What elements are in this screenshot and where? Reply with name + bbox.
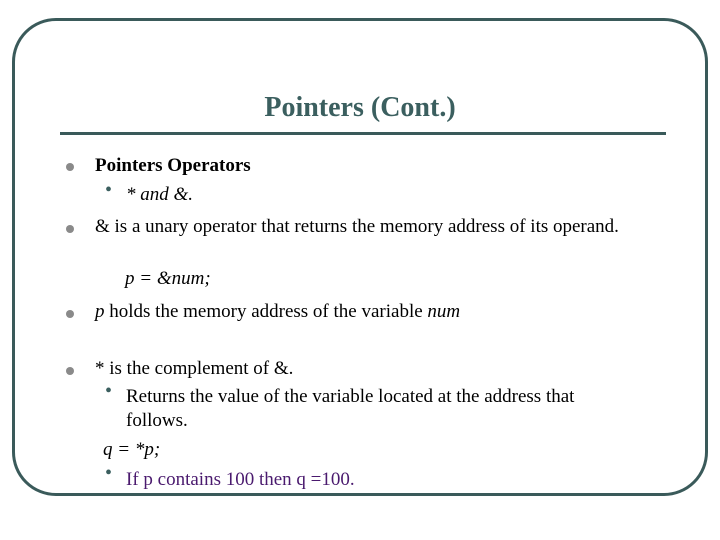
bullet-ampersand-desc: & is a unary operator that returns the memory address of its operand. [95, 216, 619, 237]
var-p: p [95, 301, 105, 322]
code-p-equals-num: p = &num; [125, 268, 211, 289]
bullet-complement: * is the complement of &. [95, 358, 294, 379]
title-rule [60, 132, 666, 135]
star-and-text: * and &. [126, 184, 194, 205]
sub-bullet-dot: • [105, 179, 113, 201]
sub-bullet-star-and [126, 184, 193, 206]
sub-bullet-returns-value: Returns the value of the variable located at the address that [126, 386, 575, 407]
p-holds-text: holds the memory address of the variable [104, 301, 428, 322]
bullet-pointer-operators: Pointers Operators [95, 155, 251, 176]
var-num: num [427, 301, 461, 322]
bullet-dot [66, 163, 74, 171]
code-q-equals-p: q = *p; [103, 439, 161, 460]
sub-bullet-returns-value-cont: follows. [126, 410, 188, 431]
slide-title: Pointers (Cont.) [264, 92, 456, 123]
sub-bullet-dot: • [105, 380, 113, 402]
bullet-dot [66, 367, 74, 375]
slide-frame [12, 18, 708, 496]
bullet-p-holds [95, 301, 460, 323]
bullet-dot [66, 225, 74, 233]
bullet-dot [66, 310, 74, 318]
sub-bullet-dot: • [105, 462, 113, 484]
sub-bullet-if-p-contains: If p contains 100 then q =100. [126, 469, 355, 490]
